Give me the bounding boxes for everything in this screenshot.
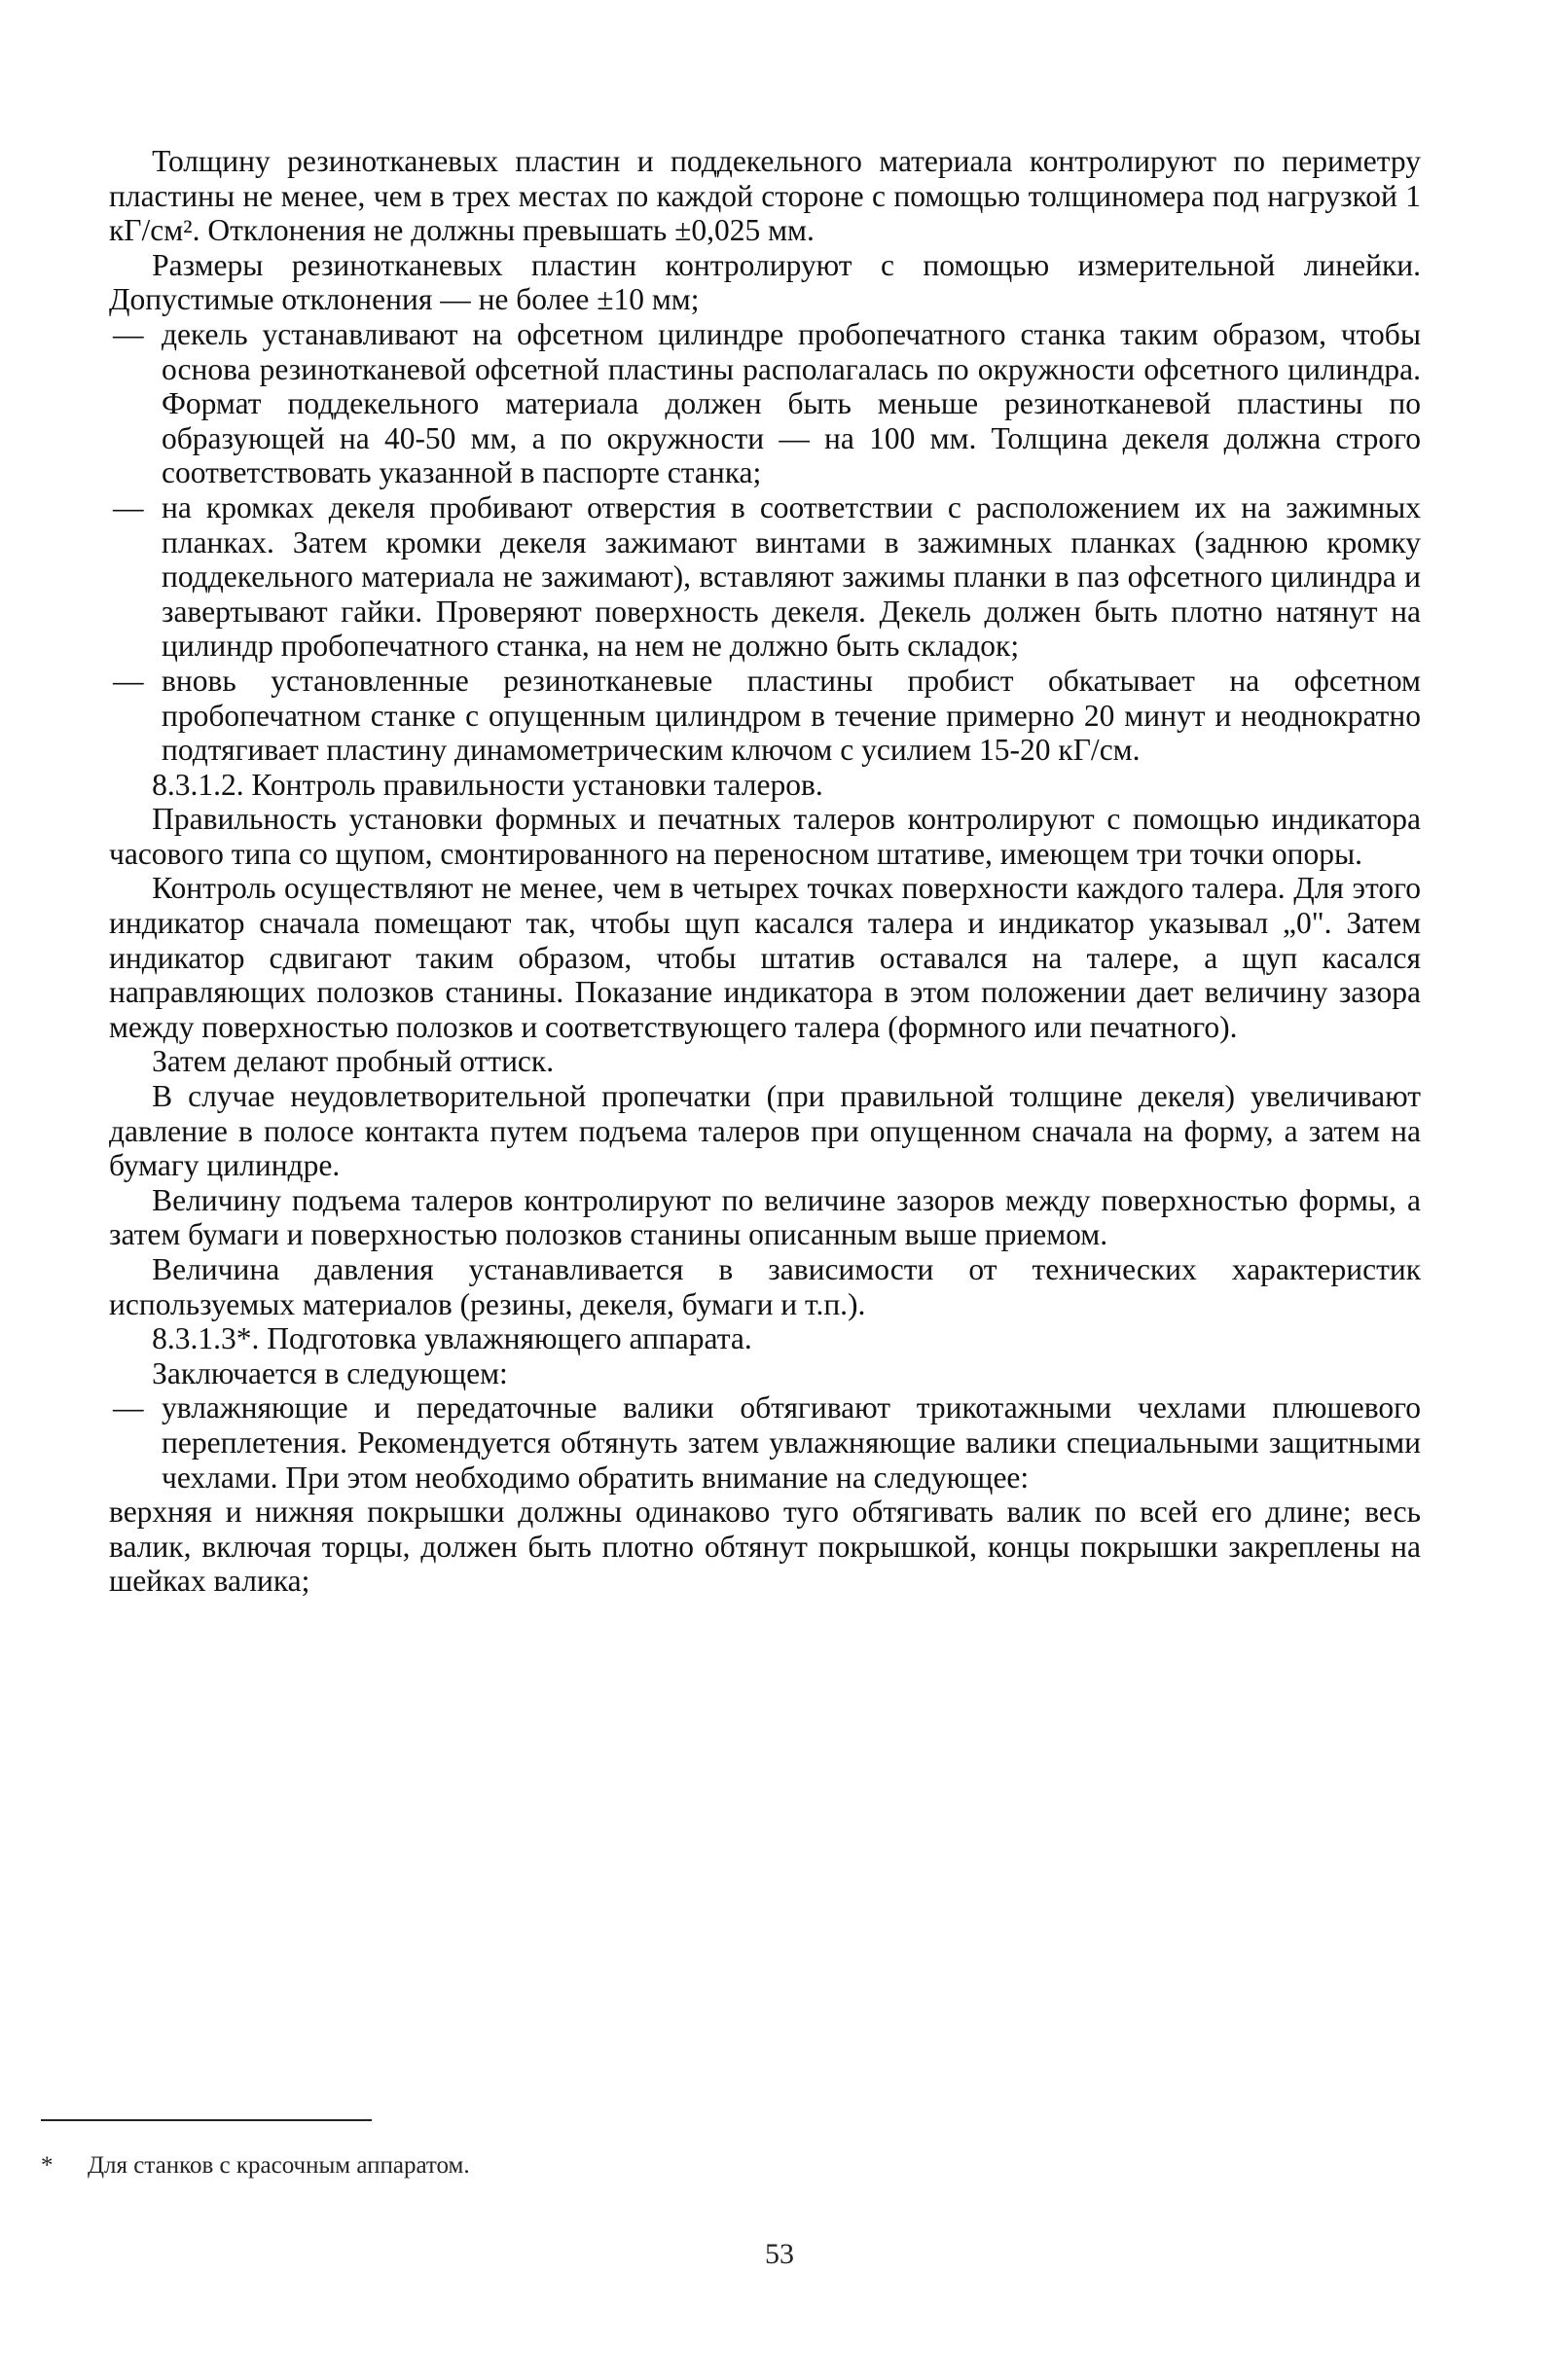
paragraph: Величину подъема талеров контролируют по величине зазоров между поверхностью формы, а затем бумаги и поверхностью полозков станины описанным выше приемом. xyxy=(109,1182,1421,1252)
paragraph: Правильность установки формных и печатных талеров контролируют с помощью индикатора часового типа со щупом, смонтированного на переносном штативе, имеющем три точки опоры. xyxy=(109,802,1421,871)
list-item: — вновь установленные резинотканевые пластины пробист обкатывает на офсетном пробопечатном станке с опущенным цилиндром в течение примерно 20 минут и неоднократно подтягивает пластину динамометрическим ключом с усилием 15-20 кГ/см. xyxy=(113,663,1421,768)
paragraph-closing: верхняя и нижняя покрышки должны одинаково туго обтягивать валик по всей его длине; весь валик, включая торцы, должен быть плотно обтянут покрышкой, концы покрышки закреплены на шейках валика; xyxy=(109,1495,1421,1599)
section-heading: 8.3.1.2. Контроль правильности установки талеров. xyxy=(152,767,823,802)
paragraph: Величина давления устанавливается в зависимости от технических характеристик используемых материалов (резины, декеля, бумаги и т.п.). xyxy=(109,1252,1421,1321)
section-heading: 8.3.1.3*. Подготовка увлажняющего аппарата. xyxy=(152,1321,752,1356)
dash-marker: — xyxy=(113,1390,144,1425)
list-item: — увлажняющие и передаточные валики обтягивают трикотажными чехлами плюшевого переплетения. Рекомендуется обтянуть затем увлажняющие валики специальными защитными чехлами. При этом необходимо обратить внимание на следующее: xyxy=(113,1390,1421,1495)
dash-marker: — xyxy=(113,489,144,524)
page-number: 53 xyxy=(765,2238,794,2270)
dash-marker: — xyxy=(113,663,144,698)
footnote xyxy=(41,2152,470,2180)
footnote-divider xyxy=(41,2119,372,2121)
body-text xyxy=(109,144,1421,1599)
list-item: — декель устанавливают на офсетном цилиндре пробопечатного станка таким образом, чтобы основа резинотканевой офсетной пластины располагалась по окружности офсетного цилиндра. Формат поддекельного материала должен быть меньше резинотканевой пластины по образующей на 40-50 мм, а по окружности — на 100 мм. Толщина декеля должна строго соответствовать указанной в паспорте станка; xyxy=(113,316,1421,490)
footnote-text: Для станков с красочным аппаратом. xyxy=(88,2152,470,2179)
list-item: — на кромках декеля пробивают отверстия в соответствии с расположением их на зажимных планках. Затем кромки декеля зажимают винтами в зажимных планках (заднюю кромку поддекельного материала не зажимают), вставляют зажимы планки в паз офсетного цилиндра и завертывают гайки. Проверяют поверхность декеля. Декель должен быть плотно натянут на цилиндр пробопечатного станка, на нем не должно быть складок; xyxy=(113,489,1421,664)
footnote-marker: * xyxy=(41,2152,54,2179)
paragraph-thickness-control: Толщину резинотканевых пластин и поддекельного материала контролируют по периметру пластины не менее, чем в трех местах по каждой стороне с помощью толщиномера под нагрузкой 1 кГ/см². Отклонения не должны превышать ±0,025 мм. xyxy=(109,144,1421,248)
paragraph-size-control: Размеры резинотканевых пластин контролируют с помощью измерительной линейки. Допустимые отклонения — не более ±10 мм; xyxy=(109,247,1421,317)
paragraph: Заключается в следующем: xyxy=(152,1355,508,1390)
dash-marker: — xyxy=(113,316,144,351)
paragraph: Затем делают пробный оттиск. xyxy=(152,1044,555,1079)
paragraph: Контроль осуществляют не менее, чем в четырех точках поверхности каждого талера. Для этого индикатор сначала помещают так, чтобы щуп касался талера и индикатор указывал „0". Затем индикатор сдвигают таким образом, чтобы штатив оставался на талере, а щуп касался направляющих полозков станины. Показание индикатора в этом положении дает величину зазора между поверхностью полозков и соответствующего талера (формного или печатного). xyxy=(109,871,1421,1044)
paragraph: В случае неудовлетворительной пропечатки (при правильной толщине декеля) увеличивают давление в полосе контакта путем подъема талеров при опущенном сначала на форму, а затем на бумагу цилиндре. xyxy=(109,1079,1421,1183)
